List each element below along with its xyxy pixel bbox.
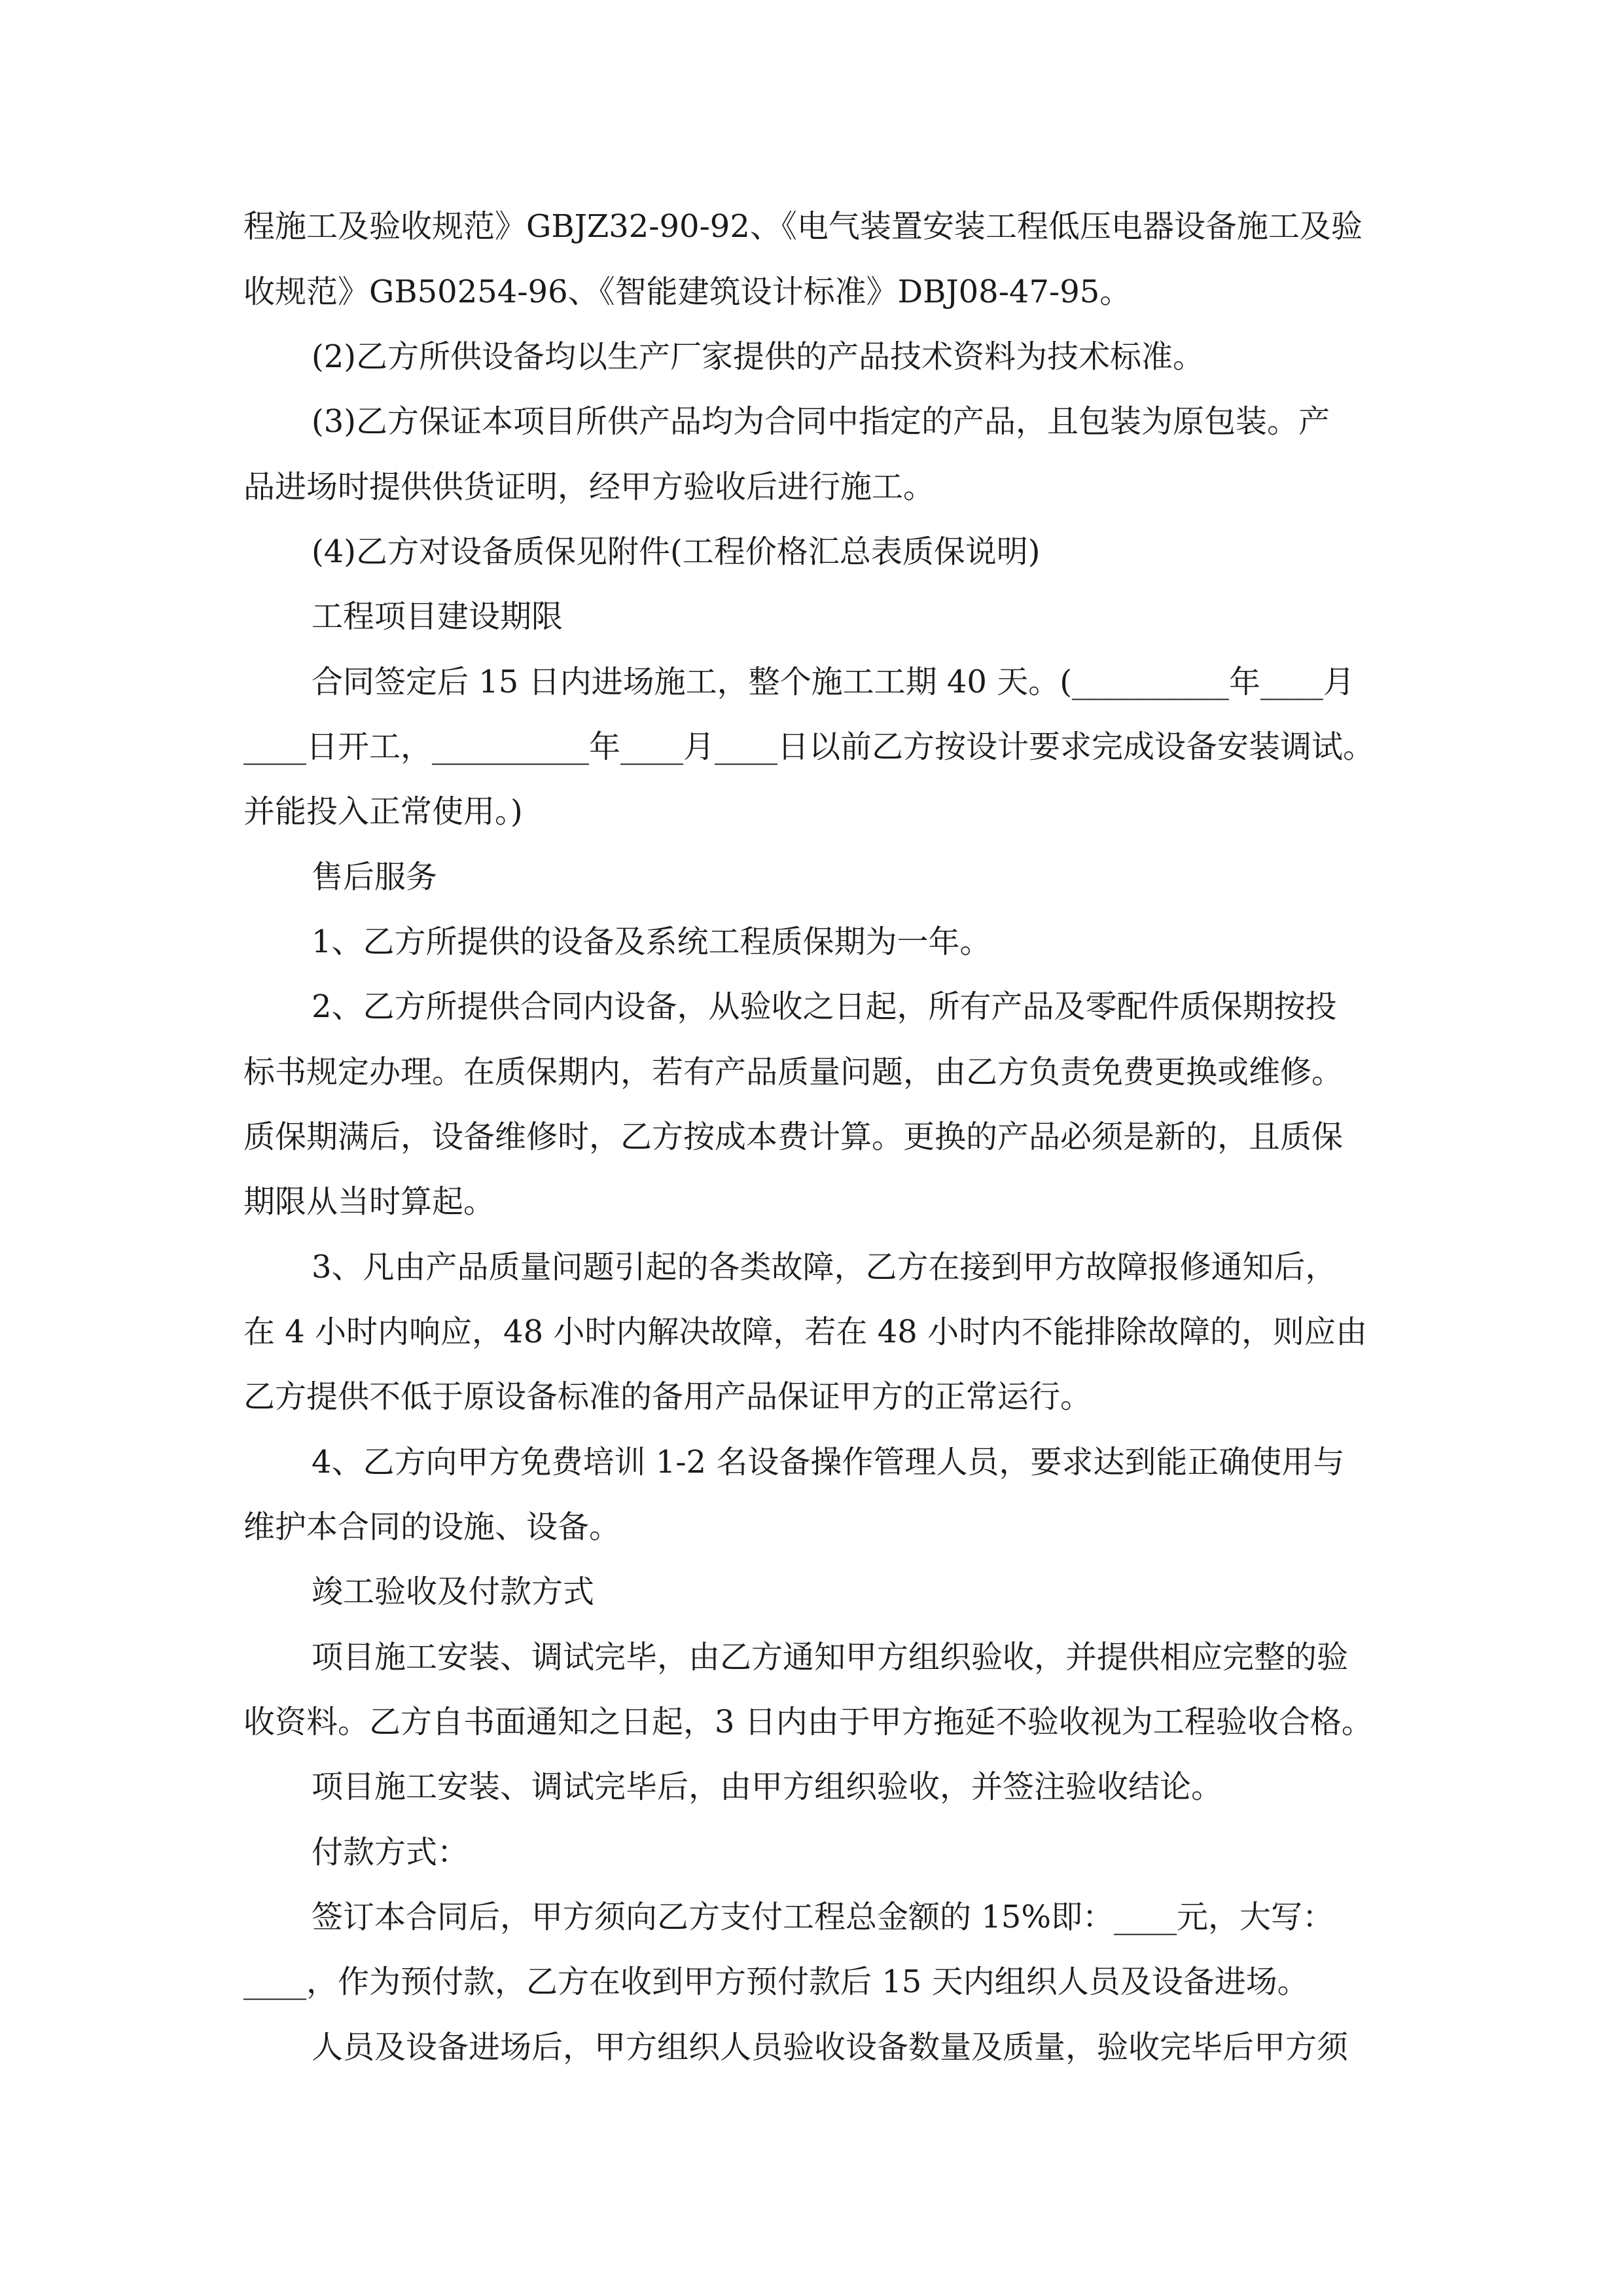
text-line: 维护本合同的设施、设备。 bbox=[243, 1509, 621, 1545]
text-line: (4)乙方对设备质保见附件(工程价格汇总表质保说明) bbox=[312, 533, 1041, 570]
text-line: ____日开工，__________年____月____日以前乙方按设计要求完成设备安装调试。 bbox=[243, 728, 1375, 765]
text-line: 收规范》GB50254-96、《智能建筑设计标准》DBJ08-47-95。 bbox=[243, 274, 1132, 310]
section-heading: 工程项目建设期限 bbox=[312, 598, 563, 635]
text-line: 4、乙方向甲方免费培训 1-2 名设备操作管理人员，要求达到能正确使用与 bbox=[312, 1444, 1345, 1480]
text-line: 2、乙方所提供合同内设备，从验收之日起，所有产品及零配件质保期按投 bbox=[312, 988, 1337, 1025]
text-line: 项目施工安装、调试完毕后，由甲方组织验收，并签注验收结论。 bbox=[312, 1768, 1223, 1805]
text-line: 并能投入正常使用。) bbox=[243, 793, 523, 830]
text-line: 签订本合同后，甲方须向乙方支付工程总金额的 15%即：____元，大写： bbox=[312, 1899, 1334, 1935]
text-line: 在 4 小时内响应，48 小时内解决故障，若在 48 小时内不能排除故障的，则应由 bbox=[243, 1314, 1367, 1350]
text-line: 质保期满后，设备维修时，乙方按成本费计算。更换的产品必须是新的，且质保 bbox=[243, 1119, 1344, 1155]
text-line: 合同签定后 15 日内进场施工，整个施工工期 40 天。(__________年____月 bbox=[312, 664, 1355, 700]
text-line: 3、凡由产品质量问题引起的各类故障，乙方在接到甲方故障报修通知后， bbox=[312, 1249, 1337, 1285]
text-line: 1、乙方所提供的设备及系统工程质保期为一年。 bbox=[312, 924, 991, 960]
text-line: 乙方提供不低于原设备标准的备用产品保证甲方的正常运行。 bbox=[243, 1378, 1092, 1415]
text-line: 人员及设备进场后，甲方组织人员验收设备数量及质量，验收完毕后甲方须 bbox=[312, 2029, 1349, 2066]
text-line: 收资料。乙方自书面通知之日起，3 日内由于甲方拖延不验收视为工程验收合格。 bbox=[243, 1704, 1373, 1740]
text-line: 项目施工安装、调试完毕，由乙方通知甲方组织验收，并提供相应完整的验 bbox=[312, 1639, 1349, 1676]
text-line: 品进场时提供供货证明，经甲方验收后进行施工。 bbox=[243, 469, 935, 505]
section-heading: 付款方式： bbox=[312, 1834, 469, 1871]
text-line: ____，作为预付款，乙方在收到甲方预付款后 15 天内组织人员及设备进场。 bbox=[243, 1964, 1309, 2000]
text-line: 期限从当时算起。 bbox=[243, 1183, 495, 1220]
text-line: (3)乙方保证本项目所供产品均为合同中指定的产品，且包装为原包装。产 bbox=[312, 403, 1330, 440]
text-line: (2)乙方所供设备均以生产厂家提供的产品技术资料为技术标准。 bbox=[312, 338, 1204, 375]
text-line: 程施工及验收规范》GBJZ32-90-92、《电气装置安装工程低压电器设备施工及验 bbox=[243, 208, 1363, 245]
section-heading: 竣工验收及付款方式 bbox=[312, 1573, 595, 1610]
text-line: 标书规定办理。在质保期内，若有产品质量问题，由乙方负责免费更换或维修。 bbox=[243, 1054, 1344, 1090]
section-heading: 售后服务 bbox=[312, 859, 438, 895]
